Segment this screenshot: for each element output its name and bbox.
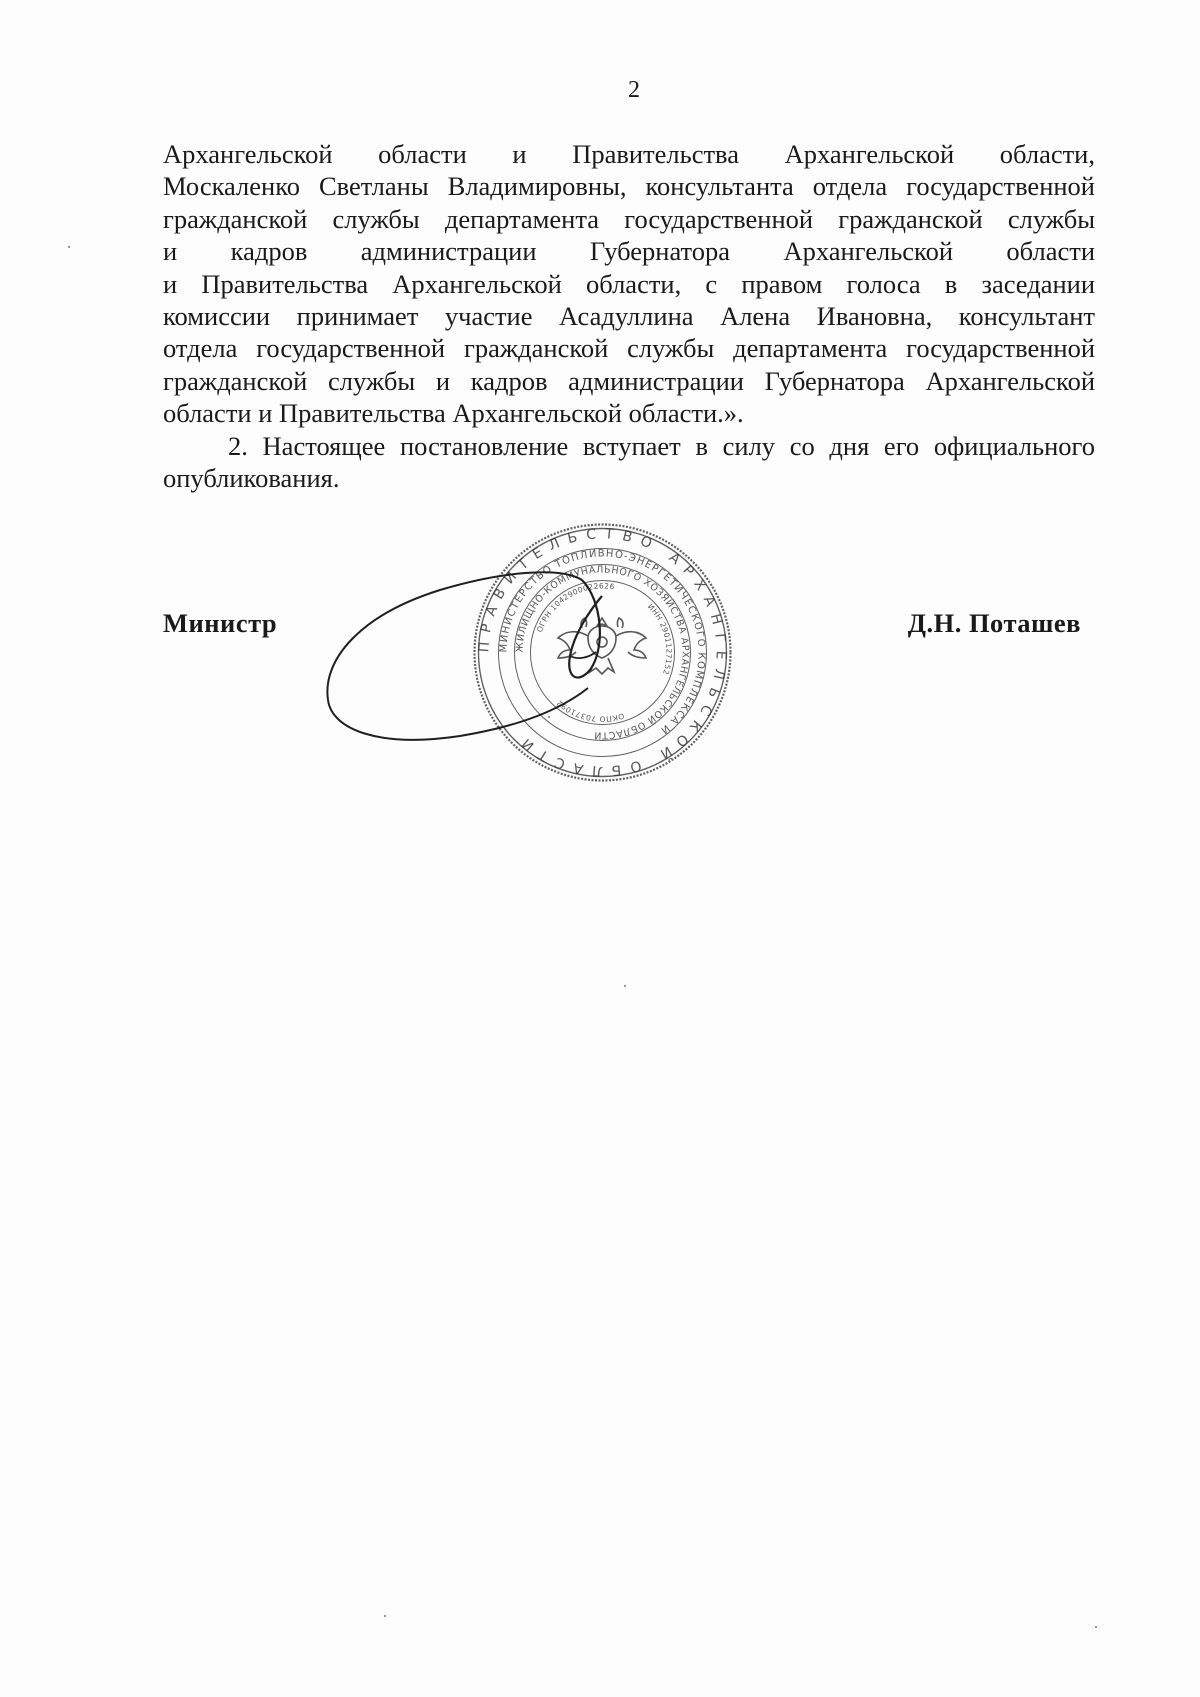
text-line: Москаленко Светланы Владимировны, консультанта отдела государственной: [163, 171, 1095, 202]
scan-speck: [68, 246, 70, 248]
scan-speck: [1095, 1626, 1097, 1628]
text-line: области и Правительства Архангельской области.».: [163, 398, 744, 429]
handwritten-signature: [320, 560, 680, 750]
text-line: комиссии принимает участие Асадуллина Алена Ивановна, консультант: [163, 300, 1095, 331]
text-line: отдела государственной гражданской службы департамента государственной: [163, 333, 1095, 364]
seal-okpo: ОКПО 70371092: [554, 698, 626, 724]
text-line: опубликования.: [163, 462, 340, 493]
seal-ogrn: ОГРН 1042900022626: [534, 581, 616, 634]
seal-middle-text: МИНИСТЕРСТВО ТОПЛИВНО-ЭНЕРГЕТИЧЕСКОГО КОМПЛЕКСА И: [498, 548, 707, 737]
scan-speck: [624, 985, 626, 987]
text-line: гражданской службы и кадров администрации Губернатора Архангельской: [163, 365, 1095, 396]
signer-title: Министр: [163, 608, 278, 638]
text-line: гражданской службы департамента государственной гражданской службы: [163, 203, 1095, 234]
scan-speck: [384, 1615, 386, 1617]
text-line: и кадров администрации Губернатора Архангельской области: [163, 236, 1095, 267]
signer-name: Д.Н. Поташев: [907, 608, 1081, 638]
seal-inn: ИНН 2901127152: [645, 602, 674, 677]
text-line: Архангельской области и Правительства Архангельской области,: [163, 139, 1095, 169]
text-line: и Правительства Архангельской области, с правом голоса в заседании: [163, 268, 1095, 299]
document-body: [163, 138, 1095, 494]
seal-inner-text: ЖИЛИЩНО-КОММУНАЛЬНОГО ХОЗЯЙСТВА АРХАНГЕЛЬСКОЙ ОБЛАСТИ: [514, 564, 691, 741]
scan-speck: [548, 716, 550, 718]
seal-outer-text: ПРАВИТЕЛЬСТВО АРХАНГЕЛЬСКОЙ ОБЛАСТИ: [476, 526, 729, 779]
page-number: 2: [628, 77, 640, 103]
text-line: 2. Настоящее постановление вступает в силу со дня его официального: [228, 430, 1095, 461]
